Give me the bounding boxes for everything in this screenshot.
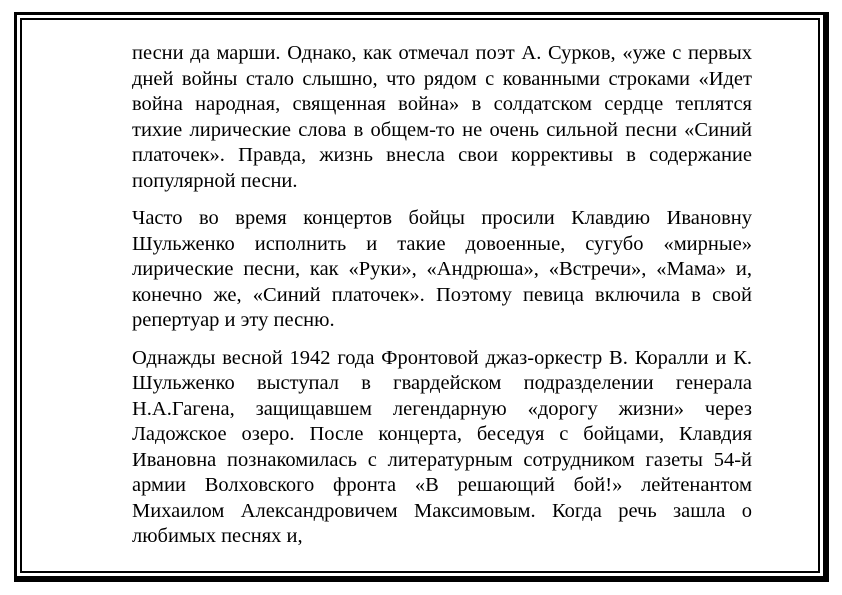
paragraph-3: Однажды весной 1942 года Фронтовой джаз-оркестр В. Коралли и К. Шульженко выступал в гвардейском подразделении генерала Н.А.Гагена, защищавшем легендарную «дорогу жизни» через Ладожское озеро. После концерта, беседуя с бойцами, Клавдия Ивановна познакомилась с литературным сотрудником газеты 54-й армии Волховского фронта «В решающий бой!» лейтенантом Михаилом Александровичем Максимовым. Когда речь зашла о любимых песнях и, — [132, 346, 752, 547]
paragraph-1: песни да марши. Однако, как отмечал поэт А. Сурков, «уже с первых дней войны стало слышно, что рядом с кованными строками «Идет война народная, священная война» в солдатском сердце теплятся тихие лирические слова в общем-то не очень сильной песни «Синий платочек». Правда, жизнь внесла свои коррективы в содержание популярной песни. — [132, 42, 752, 192]
paragraph-2: Часто во время концертов бойцы просили Клавдию Ивановну Шульженко исполнить и такие довоенные, сугубо «мирные» лирические песни, как «Руки», «Андрюша», «Встречи», «Мама» и, конечно же, «Синий платочек». Поэтому певица включила в свой репертуар и эту песню. — [132, 207, 752, 331]
text-body — [132, 41, 752, 562]
